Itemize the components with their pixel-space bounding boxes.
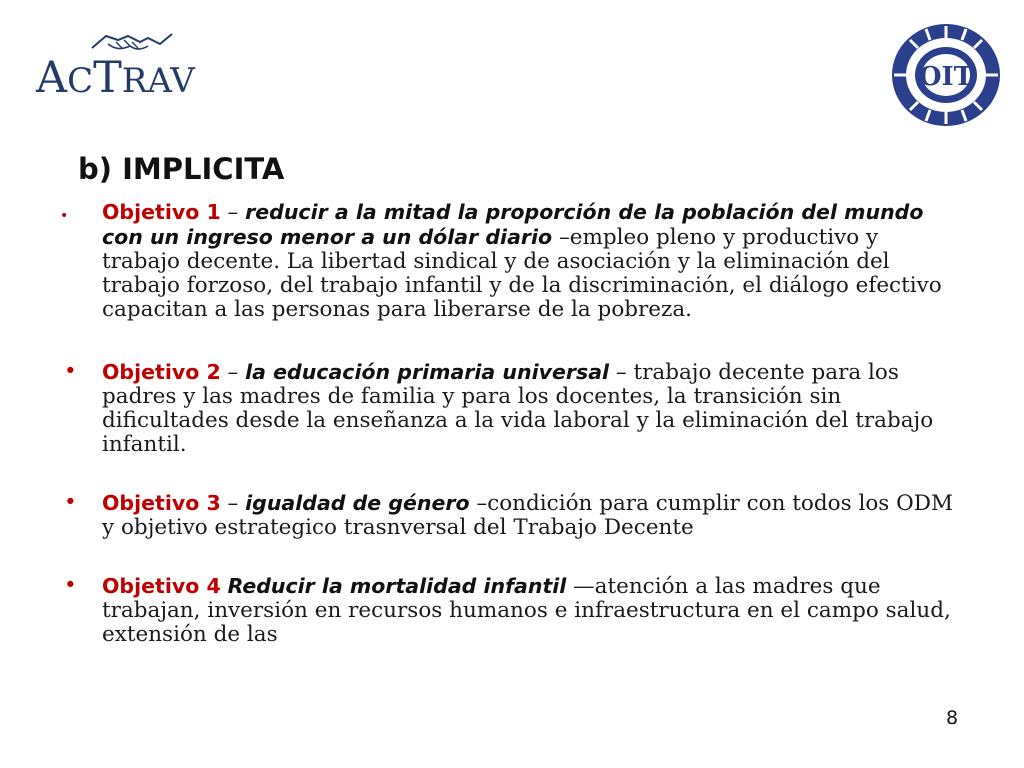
- objective-emphasis: la educación primaria universal: [245, 360, 610, 384]
- handshake-icon: [88, 28, 176, 56]
- objective-label: Objetivo 2: [102, 360, 221, 384]
- objective-emphasis: reducir a la mitad la proporción de la población del mundo con un ingreso menor a un dólar diario: [102, 200, 924, 249]
- bullet-objetivo-4: [56, 574, 956, 647]
- actrav-logo: [36, 28, 195, 103]
- page-number: 8: [946, 707, 959, 729]
- bullet-icon: •: [64, 573, 77, 598]
- objective-label: Objetivo 1: [102, 200, 221, 224]
- slide-title: b) IMPLICITA: [78, 152, 285, 186]
- objective-text: –empleo pleno y productivo y trabajo decente. La libertad sindical y de asociación y la eliminación del trabajo forzoso, del trabajo infantil y de la discriminación, el diálogo efectivo capacitan a las personas para liberarse de la pobreza.: [102, 225, 942, 322]
- oit-logo: [890, 22, 1002, 128]
- actrav-wordmark: ACTRAV: [36, 53, 195, 103]
- bullet-objetivo-2: • Objetivo 2 – la educación primaria universal – trabajo decente para los padres y las madres de familia y para los docentes, la transición sin dificultades desde la enseñanza a la vida laboral y la eliminación del trabajo infantil.: [64, 359, 934, 457]
- bullet-icon: •: [60, 208, 69, 224]
- objective-text: —atención a las madres que trabajan, inversión en recursos humanos e infraestructura en el campo salud, extensión de las: [102, 574, 951, 647]
- objective-emphasis: Reducir la mortalidad infantil: [227, 574, 567, 598]
- objective-label: Objetivo 3: [102, 491, 221, 515]
- svg-text:OIT: OIT: [918, 62, 974, 92]
- bullet-icon: •: [64, 359, 77, 384]
- bullet-icon: •: [64, 490, 77, 515]
- objective-emphasis: igualdad de género: [245, 491, 470, 515]
- bullet-objetivo-1: • Objetivo 1 – reducir a la mitad la proporción de la población del mundo con un ingreso menor a un dólar diario –empleo pleno y productivo y trabajo decente. La libertad sindical y de asociación y la eliminación del trabajo forzoso, del trabajo infantil y de la discriminación, el diálogo efectivo capacitan a las personas para liberarse de la pobreza.: [60, 200, 942, 322]
- objective-label: Objetivo 4: [102, 574, 221, 598]
- objective-text: – trabajo decente para los padres y las madres de familia y para los docentes, la transición sin dificultades desde la enseñanza a la vida laboral y la eliminación del trabajo infantil.: [102, 360, 934, 457]
- objective-text: –condición para cumplir con todos los ODM y objetivo estrategico trasnversal del Trabajo Decente: [102, 491, 954, 540]
- bullet-objetivo-3: • Objetivo 3 – igualdad de género –condición para cumplir con todos los ODM y objetivo estrategico trasnversal del Trabajo Decente: [64, 490, 954, 540]
- bullet-list: [56, 200, 956, 647]
